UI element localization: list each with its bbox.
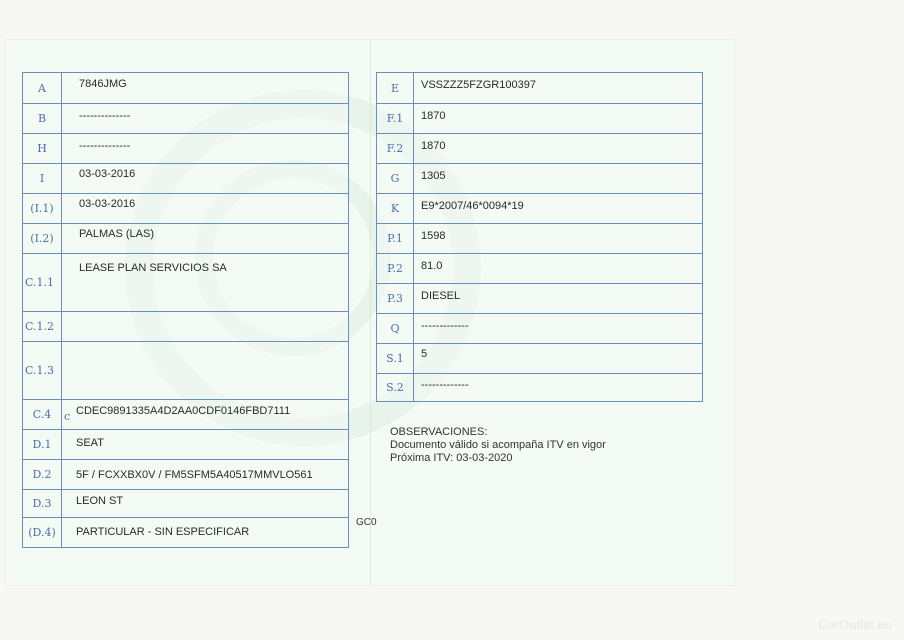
- observations-title: OBSERVACIONES:: [390, 426, 488, 438]
- table-row: [377, 133, 702, 163]
- field-code: C.1.3: [23, 342, 62, 399]
- field-code: C.1.1: [23, 254, 62, 311]
- table-row: [377, 103, 702, 133]
- table-row: [377, 253, 702, 283]
- field-value: 03-03-2016: [79, 198, 136, 210]
- field-code: S.1: [377, 344, 414, 373]
- field-code: C.1.2: [23, 312, 62, 341]
- table-row: [377, 313, 702, 343]
- field-code: (I.2): [23, 224, 62, 253]
- field-value: 81.0: [421, 260, 443, 272]
- left-fields-table: [22, 72, 349, 548]
- stamp-code: GC0: [356, 517, 377, 528]
- field-code: I: [23, 164, 62, 193]
- field-code: D.1: [23, 430, 62, 459]
- table-row: [23, 429, 348, 459]
- field-code: E: [377, 73, 414, 103]
- field-value: CDEC9891335A4D2AA0CDF0146FBD7111: [76, 405, 291, 417]
- field-code: H: [23, 134, 62, 163]
- field-value: 7846JMG: [79, 78, 127, 90]
- observations-line-1: Documento válido si acompaña ITV en vigor: [390, 439, 606, 451]
- table-row: [23, 253, 348, 311]
- field-code: (I.1): [23, 194, 62, 223]
- field-value: PARTICULAR - SIN ESPECIFICAR: [76, 526, 250, 538]
- table-row: [23, 223, 348, 253]
- field-value: VSSZZZ5FZGR100397: [421, 79, 536, 91]
- field-code: (D.4): [23, 518, 62, 547]
- field-value: 1305: [421, 170, 446, 182]
- field-code: F.2: [377, 134, 414, 163]
- field-value: PALMAS (LAS): [79, 228, 154, 240]
- field-code: K: [377, 194, 414, 223]
- field-value: 1598: [421, 230, 446, 242]
- right-fields-table: [376, 72, 703, 402]
- field-value: E9*2007/46*0094*19: [421, 200, 524, 212]
- table-row: [23, 399, 348, 429]
- table-row: [23, 133, 348, 163]
- field-value: DIESEL: [421, 290, 461, 302]
- table-row: [23, 193, 348, 223]
- table-row: [23, 163, 348, 193]
- field-code: P.2: [377, 254, 414, 283]
- table-row: [377, 73, 702, 103]
- c4-prefix: c: [64, 410, 71, 423]
- table-row: [377, 373, 702, 401]
- table-row: [23, 103, 348, 133]
- field-value: LEON ST: [76, 495, 124, 507]
- field-code: B: [23, 104, 62, 133]
- table-row: [377, 283, 702, 313]
- table-row: [377, 163, 702, 193]
- field-value: --------------: [79, 110, 131, 122]
- site-watermark: CarOutlet.eu: [818, 617, 892, 632]
- field-value: LEASE PLAN SERVICIOS SA: [79, 262, 227, 274]
- table-row: [23, 341, 348, 399]
- table-row: [23, 489, 348, 517]
- field-code: D.2: [23, 460, 62, 489]
- field-value: -------------: [421, 379, 469, 391]
- field-value: 1870: [421, 140, 446, 152]
- field-value: --------------: [79, 140, 131, 152]
- field-code: P.3: [377, 284, 414, 313]
- table-row: [377, 193, 702, 223]
- field-value: 1870: [421, 110, 446, 122]
- table-row: [377, 343, 702, 373]
- field-code: D.3: [23, 490, 62, 517]
- observations-line-2: Próxima ITV: 03-03-2020: [390, 452, 513, 464]
- table-row: [23, 73, 348, 103]
- field-value: SEAT: [76, 437, 104, 449]
- table-row: [377, 223, 702, 253]
- field-code: Q: [377, 314, 414, 343]
- field-value: 5F / FCXXBX0V / FM5SFM5A40517MMVLO561: [76, 469, 313, 481]
- field-code: S.2: [377, 374, 414, 401]
- table-row: [23, 311, 348, 341]
- table-row: [23, 517, 348, 547]
- field-code: G: [377, 164, 414, 193]
- field-code: A: [23, 73, 62, 103]
- field-code: P.1: [377, 224, 414, 253]
- field-value: 5: [421, 348, 428, 360]
- table-row: [23, 459, 348, 489]
- field-value: -------------: [421, 320, 469, 332]
- field-code: C.4: [23, 400, 62, 429]
- page-fold: [370, 40, 371, 585]
- field-code: F.1: [377, 104, 414, 133]
- field-value: 03-03-2016: [79, 168, 136, 180]
